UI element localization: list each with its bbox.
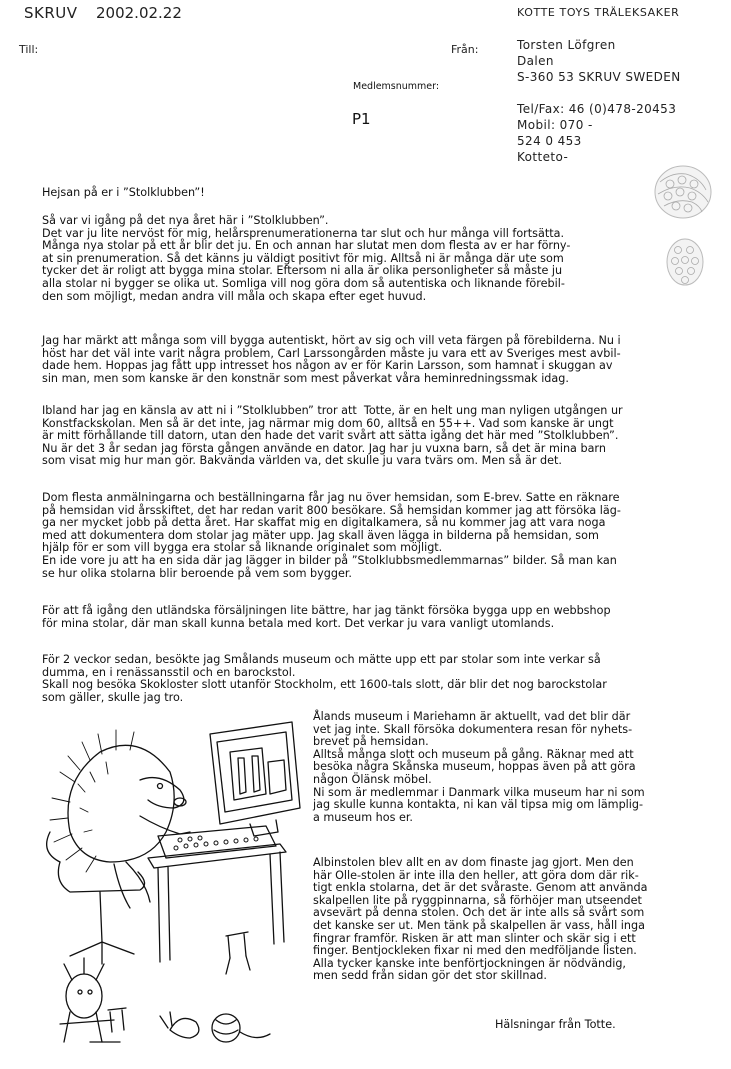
paragraph-website: Dom flesta anmälningarna och beställningarna får jag nu över hemsidan, som E-brev. Satte en räknare på hemsidan vid årsskiftet, det har redan varit 800 besökare. Så hemsidan kommer jag att försöka läg- ga ner mycket jobb på detta året. Har skaffat mig en digitalkamera, så nu kommer jag att vara noga med att dokumentera dom stolar jag mäter upp. Jag skall även lägga in bilderna på hemsidan, som hjälp för er som vill bygga era stolar så liknande originalet som möjligt. En ide vore ju att ha en sida där jag lägger in bilder på ”Stolklubbsmedlemmarnas” bilder. Så man kan se hur olika stolarna blir beroende på vem som bygger. (42, 491, 621, 580)
paragraph-webshop: För att få igång den utländska försäljningen lite bättre, har jag tänkt försöka bygga upp en webbshop för mina stolar, där man skall kunna betala med kort. Det verkar ju vara vanligt utomlands. (42, 604, 611, 630)
company-name: KOTTE TOYS TRÄLEKSAKER (517, 6, 680, 19)
member-label: Medlemsnummer: (353, 81, 440, 92)
paragraph-about-totte: Ibland har jag en känsla av att ni i ”Stolklubben” tror att Totte, är en helt ung man nyligen utgången ur Konstfackskolan. Men så är det inte, jag närmar mig dom 60, alltså en 55++. Vad som kanske är ungt är mitt förhållande till datorn, utan den hade det varit svårt att sätta igång det här med ”Stolklubben”. Nu är det 3 år sedan jag första gången använde en dator. Jag har ju vuxna barn, så det är mina barn som visat mig hur man gör. Bakvända världen va, det skulle ju vara tvärs om. Men så är det. (42, 404, 623, 468)
sender-telfax: Tel/Fax: 46 (0)478-20453 (517, 102, 677, 116)
fran-label: Från: (451, 43, 479, 56)
sender-mobil: Mobil: 070 - (517, 118, 593, 132)
paragraph-intro: Så var vi igång på det nya året här i ”Stolklubben”. Det var ju lite nervöst för mig, helårsprenumerationerna tar slut och hur många vill fortsätta. Många nya stolar på ett år blir det ju. En och annan har slutat men dom flesta av er har förny- at sin prenumeration. Så det känns ju väldigt positivt för mig. Alltså ni är många där ute som tycker det är roligt att bygga mina stolar. Eftersom ni alla är olika personligheter så måste ju alla stolar ni bygger se olika ut. Somliga vill nog göra dom så autentiska och liknande förebil- den som möjligt, medan andra vill måla och skapa efter eget huvud. (42, 214, 571, 303)
paragraph-museums: För 2 veckor sedan, besökte jag Smålands museum och mätte upp ett par stolar som inte verkar så dumma, en i renässansstil och en barockstol. Skall nog besöka Skokloster slott utanför Stockholm, ett 1600-tals slott, där blir det nog barockstolar som gäller, skulle jag tro. (42, 653, 607, 704)
sender-name: Torsten Löfgren (517, 38, 616, 52)
sender-street: Dalen (517, 54, 554, 68)
member-number: P1 (352, 110, 371, 128)
place-name: SKRUV (24, 4, 78, 22)
letter-date: 2002.02.22 (96, 4, 182, 22)
hedgehog-computer-illustration (30, 712, 310, 1057)
till-label: Till: (19, 43, 39, 56)
paragraph-albinstolen: Albinstolen blev allt en av dom finaste jag gjort. Men den här Olle-stolen är inte illa den heller, att göra dom där rik- tigt enkla stolarna, det är det svåraste. Genom att använda skalpellen lite på ryggpinnarna, så förhöjer man utseendet avsevärt på denna stolen. Och det är inte alls så svårt som det kanske ser ut. Men tänk på skalpellen är vass, håll inga fingrar framför. Risken är att man slinter och skär sig i ett finger. Bentjockleken fixar ni med den medföljande listen. Alla tycker kanske inte benförtjockningen är nödvändig, men sedd från sidan gör det stor skillnad. (313, 856, 648, 983)
sender-postal: S-360 53 SKRUV SWEDEN (517, 70, 681, 84)
sender-web: Kotteto- (517, 150, 569, 164)
closing: Hälsningar från Totte. (495, 1018, 616, 1031)
paragraph-aland: Ålands museum i Mariehamn är aktuellt, vad det blir där vet jag inte. Skall försöka dokumentera resan för nyhets- brevet på hemsidan. Alltså många slott och museum på gång. Räknar med att besöka några Skånska museum, hoppas även på att göra någon Ölänsk möbel. Ni som är medlemmar i Danmark vilka museum har ni som jag skulle kunna kontakta, ni kan väl tipsa mig om lämplig- a museum hos er. (313, 710, 645, 824)
greeting: Hejsan på er i ”Stolklubben”! (42, 186, 205, 199)
paragraph-colours: Jag har märkt att många som vill bygga autentiskt, hört av sig och vill veta färgen på förebilderna. Nu i höst har det väl inte varit några problem, Carl Larssongården måste ju vara ett av Sveriges mest avbil- dade hem. Hoppas jag fått upp intresset hos någon av er för Karin Larsson, som hamnat i skuggan av sin man, men som kanske är den konstnär som mest påverkat våra heminredningssmak idag. (42, 334, 621, 385)
sender-mobil-number: 524 0 453 (517, 134, 582, 148)
